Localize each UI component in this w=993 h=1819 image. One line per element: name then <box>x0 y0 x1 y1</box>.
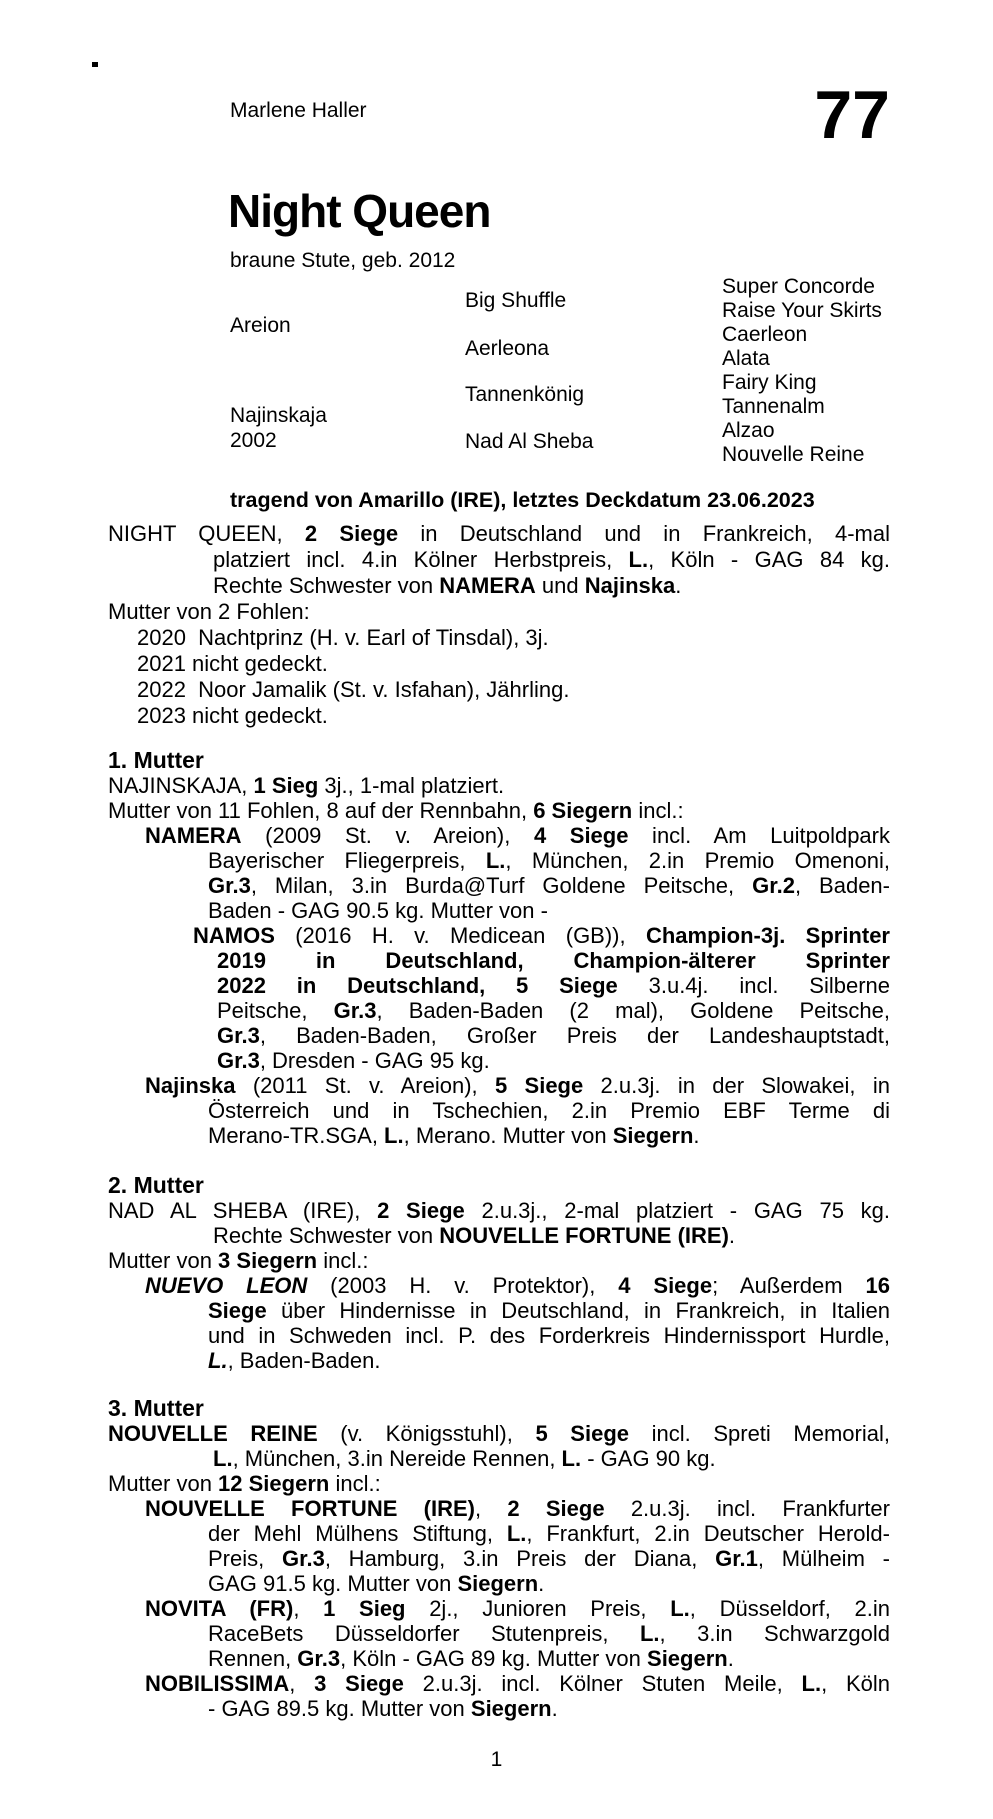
text-run: , München, 2.in Premio Omenoni, <box>505 848 890 873</box>
emphasis-run: NOUVELLE FORTUNE (IRE) <box>439 1223 729 1248</box>
text-run: Peitsche, <box>217 998 334 1023</box>
text-line <box>104 1471 890 1496</box>
covering-status-line: tragend von Amarillo (IRE), letztes Deckdatum 23.06.2023 <box>230 488 815 512</box>
scan-artifact <box>92 62 98 67</box>
text-run: NAD AL SHEBA (IRE), <box>108 1198 378 1223</box>
emphasis-run: Gr.3 <box>297 1646 341 1671</box>
emphasis-run: Siege <box>208 1298 267 1323</box>
text-line <box>104 1446 890 1471</box>
pedigree-dam <box>230 403 327 453</box>
text-run: 2021 nicht gedeckt. <box>137 651 328 676</box>
second-dam-section <box>104 1173 890 1373</box>
text-run: , Milan, 3.in Burda@Turf Goldene Peitsche, <box>250 873 753 898</box>
text-run: , Baden-Baden (2 mal), Goldene Peitsche, <box>376 998 890 1023</box>
emphasis-run: NOBILISSIMA <box>145 1671 290 1696</box>
text-line <box>104 573 890 599</box>
emphasis-run: L. <box>213 1446 233 1471</box>
text-run: und <box>535 573 585 598</box>
pedigree-gen3-entry: Nouvelle Reine <box>722 443 865 466</box>
text-run: Preis, <box>208 1546 282 1571</box>
emphasis-run: Gr.3 <box>217 1023 260 1048</box>
emphasis-run: NUEVO LEON <box>145 1273 308 1298</box>
horse-description: braune Stute, geb. 2012 <box>230 249 456 272</box>
emphasis-run: Gr.2 <box>752 873 795 898</box>
text-run: Mutter von <box>108 1471 219 1496</box>
text-line <box>104 1273 890 1298</box>
emphasis-run: NAMERA <box>145 823 242 848</box>
text-line <box>104 898 890 923</box>
text-line <box>104 1621 890 1646</box>
text-run: , Dresden - GAG 95 kg. <box>259 1048 490 1073</box>
text-run: , München, 3.in Nereide Rennen, <box>232 1446 562 1471</box>
emphasis-run: 4 Siege <box>618 1273 713 1298</box>
text-run: über Hindernisse in Deutschland, in Frankreich, in Italien <box>266 1298 890 1323</box>
text-line <box>104 651 890 677</box>
emphasis-run: 3. Mutter <box>108 1395 204 1421</box>
pedigree-gen3-entry: Alata <box>722 347 770 370</box>
text-run: , <box>293 1596 324 1621</box>
text-line <box>104 1123 890 1148</box>
text-run: . <box>551 1696 558 1721</box>
emphasis-run: L. <box>506 1521 527 1546</box>
text-run: , 3.in Schwarzgold <box>659 1621 890 1646</box>
text-run: (v. Königsstuhl), <box>317 1421 536 1446</box>
text-run: . <box>728 1223 736 1248</box>
text-run: , Düsseldorf, 2.in <box>689 1596 890 1621</box>
emphasis-run: NAMERA <box>439 573 536 598</box>
text-run: (2011 St. v. Areion), <box>235 1073 495 1098</box>
emphasis-run: 1 Sieg <box>253 773 319 798</box>
emphasis-run: L. <box>384 1123 404 1148</box>
text-line <box>104 1223 890 1248</box>
emphasis-run: 5 Siege <box>535 1421 629 1446</box>
text-line <box>104 973 890 998</box>
text-run: incl. Am Luitpoldpark <box>628 823 890 848</box>
emphasis-run: Gr.3 <box>333 998 377 1023</box>
emphasis-run: Najinska <box>584 573 676 598</box>
text-run: 2j., Junioren Preis, <box>405 1596 671 1621</box>
pedigree-gen2-entry: Big Shuffle <box>465 289 567 312</box>
text-line <box>104 521 890 547</box>
text-line <box>104 773 890 798</box>
text-line <box>104 823 890 848</box>
text-run: 2022 Noor Jamalik (St. v. Isfahan), Jährling. <box>137 677 570 702</box>
pedigree-gen3-entry: Raise Your Skirts <box>722 299 882 322</box>
emphasis-run: 4 Siege <box>533 823 629 848</box>
text-run: , Baden- <box>794 873 890 898</box>
emphasis-run: NOUVELLE REINE <box>108 1421 318 1446</box>
emphasis-run: L. <box>639 1621 660 1646</box>
text-line <box>104 923 890 948</box>
text-run: - GAG 89.5 kg. Mutter von <box>208 1696 471 1721</box>
text-run: incl. Spreti Memorial, <box>629 1421 890 1446</box>
text-run: Mutter von <box>108 1248 219 1273</box>
emphasis-run: Gr.1 <box>715 1546 758 1571</box>
emphasis-run: L. <box>208 1348 228 1373</box>
text-run: RaceBets Düsseldorfer Stutenpreis, <box>208 1621 640 1646</box>
text-line <box>104 1646 890 1671</box>
text-line <box>104 1073 890 1098</box>
pedigree-gen3-entry: Alzao <box>722 419 775 442</box>
text-line <box>104 848 890 873</box>
emphasis-run: NAMOS <box>193 923 275 948</box>
emphasis-run: 2 Siege <box>377 1198 465 1223</box>
emphasis-run: 16 <box>865 1273 890 1298</box>
emphasis-run: 2019 in Deutschland, Champion-älterer Sprinter <box>217 948 890 973</box>
pedigree-gen3-entry: Fairy King <box>722 371 817 394</box>
text-line <box>104 1596 890 1621</box>
text-run: , Hamburg, 3.in Preis der Diana, <box>324 1546 716 1571</box>
page-number-footer: 1 <box>490 1748 503 1771</box>
text-run: , Köln - GAG 84 kg. <box>648 547 890 572</box>
first-dam-section <box>104 748 890 1148</box>
text-line <box>104 1048 890 1073</box>
text-run: Mutter von 11 Fohlen, 8 auf der Rennbahn, <box>108 798 534 823</box>
text-run: (2016 H. v. Medicean (GB)), <box>274 923 646 948</box>
text-run: , Baden-Baden, Großer Preis der Landeshauptstadt, <box>259 1023 890 1048</box>
text-line <box>104 677 890 703</box>
text-run: ; Außerdem <box>712 1273 866 1298</box>
pedigree-gen3-entry: Tannenalm <box>722 395 825 418</box>
pedigree-dam-year: 2002 <box>230 429 277 452</box>
pedigree-gen3-column <box>722 275 882 467</box>
text-line <box>104 599 890 625</box>
text-run: NIGHT QUEEN, <box>108 521 305 546</box>
text-run: , Merano. Mutter von <box>403 1123 613 1148</box>
text-run: , Köln <box>821 1671 890 1696</box>
text-run: . <box>675 573 682 598</box>
text-line <box>104 998 890 1023</box>
text-run: Mutter von 2 Fohlen: <box>108 599 310 624</box>
section-heading <box>104 1396 890 1421</box>
text-line <box>104 547 890 573</box>
emphasis-run: 2 Siege <box>507 1496 605 1521</box>
text-run: 3.u.4j. incl. Silberne <box>617 973 890 998</box>
text-line <box>104 1198 890 1223</box>
emphasis-run: L. <box>485 848 506 873</box>
text-run: 3j., 1-mal platziert. <box>318 773 505 798</box>
emphasis-run: 1. Mutter <box>108 747 204 773</box>
text-line <box>104 798 890 823</box>
text-run: , <box>289 1671 315 1696</box>
text-run: 2023 nicht gedeckt. <box>137 703 328 728</box>
text-run: 2.u.3j., 2-mal platziert - GAG 75 kg. <box>464 1198 891 1223</box>
text-run: incl.: <box>632 798 684 823</box>
emphasis-run: 1 Sieg <box>323 1596 406 1621</box>
text-run: - GAG 90 kg. <box>581 1446 716 1471</box>
text-run: incl.: <box>317 1248 369 1273</box>
text-line <box>104 1671 890 1696</box>
text-line <box>104 1023 890 1048</box>
emphasis-run: Gr.3 <box>208 873 251 898</box>
text-line <box>104 1421 890 1446</box>
text-run: Bayerischer Fliegerpreis, <box>208 848 486 873</box>
text-line <box>104 1298 890 1323</box>
text-run: und in Schweden incl. P. des Forderkreis Hindernissport Hurdle, <box>208 1323 890 1348</box>
text-run: 2.u.3j. incl. Kölner Stuten Meile, <box>403 1671 802 1696</box>
text-run: Rechte Schwester von <box>213 1223 440 1248</box>
text-run: , Frankfurt, 2.in Deutscher Herold- <box>526 1521 890 1546</box>
text-line <box>104 1248 890 1273</box>
text-line <box>104 1348 890 1373</box>
text-run: , Baden-Baden. <box>227 1348 381 1373</box>
pedigree-gen2-entry: Aerleona <box>465 337 550 360</box>
text-line <box>104 1496 890 1521</box>
text-run: GAG 91.5 kg. Mutter von <box>208 1571 458 1596</box>
emphasis-run: 6 Siegern <box>533 798 633 823</box>
lot-number: 77 <box>814 77 890 153</box>
text-run: Merano-TR.SGA, <box>208 1123 385 1148</box>
text-run: 2020 Nachtprinz (H. v. Earl of Tinsdal), 3j. <box>137 625 549 650</box>
text-run: 2.u.3j. in der Slowakei, in <box>583 1073 890 1098</box>
horse-name-title: Night Queen <box>228 185 491 237</box>
text-run: Rechte Schwester von <box>213 573 440 598</box>
emphasis-run: L. <box>628 547 649 572</box>
emphasis-run: Gr.3 <box>217 1048 260 1073</box>
text-run: der Mehl Mülhens Stiftung, <box>208 1521 507 1546</box>
text-line <box>104 1571 890 1596</box>
emphasis-run: L. <box>561 1446 582 1471</box>
emphasis-run: Champion-3j. Sprinter <box>645 923 890 948</box>
text-run: , Mülheim - <box>757 1546 890 1571</box>
text-run: (2009 St. v. Areion), <box>241 823 534 848</box>
text-run: platziert incl. 4.in Kölner Herbstpreis, <box>213 547 629 572</box>
text-line <box>104 1323 890 1348</box>
text-line <box>104 873 890 898</box>
emphasis-run: 2 Siege <box>304 521 399 546</box>
text-run: Österreich und in Tschechien, 2.in Premio EBF Terme di <box>208 1098 890 1123</box>
emphasis-run: Siegern <box>612 1123 694 1148</box>
pedigree-gen2-entry: Nad Al Sheba <box>465 430 594 453</box>
race-record-section <box>104 521 890 729</box>
pedigree-gen3-entry: Super Concorde <box>722 275 875 298</box>
section-heading <box>104 1173 890 1198</box>
text-line <box>104 1546 890 1571</box>
emphasis-run: 5 Siege <box>494 1073 584 1098</box>
text-run: incl.: <box>329 1471 381 1496</box>
emphasis-run: 2022 in Deutschland, 5 Siege <box>217 973 618 998</box>
emphasis-run: NOUVELLE FORTUNE (IRE) <box>145 1496 475 1521</box>
text-run: Rennen, <box>208 1646 298 1671</box>
text-run: (2003 H. v. Protektor), <box>307 1273 619 1298</box>
text-run: in Deutschland und in Frankreich, 4-mal <box>398 521 891 546</box>
emphasis-run: L. <box>670 1596 690 1621</box>
emphasis-run: Siegern <box>457 1571 539 1596</box>
emphasis-run: Gr.3 <box>282 1546 325 1571</box>
text-run: , <box>474 1496 508 1521</box>
pedigree-gen2-entry: Tannenkönig <box>465 383 585 406</box>
text-line <box>104 1696 890 1721</box>
text-run: , Köln - GAG 89 kg. Mutter von <box>340 1646 648 1671</box>
third-dam-section <box>104 1396 890 1721</box>
text-run: . <box>727 1646 734 1671</box>
consignor-name: Marlene Haller <box>230 99 367 122</box>
text-run: Baden - GAG 90.5 kg. Mutter von - <box>208 898 548 923</box>
pedigree-gen3-entry: Caerleon <box>722 323 808 346</box>
text-run: . <box>693 1123 700 1148</box>
emphasis-run: Siegern <box>470 1696 552 1721</box>
text-line <box>104 625 890 651</box>
emphasis-run: 3 Siege <box>314 1671 404 1696</box>
text-run: . <box>538 1571 545 1596</box>
text-line <box>104 948 890 973</box>
emphasis-run: NOVITA (FR) <box>145 1596 294 1621</box>
pedigree-sire: Areion <box>230 314 291 337</box>
emphasis-run: 3 Siegern <box>218 1248 318 1273</box>
text-line <box>104 1098 890 1123</box>
text-line <box>104 1521 890 1546</box>
section-heading <box>104 748 890 773</box>
emphasis-run: L. <box>801 1671 822 1696</box>
text-run: 2.u.3j. incl. Frankfurter <box>604 1496 890 1521</box>
emphasis-run: Siegern <box>647 1646 728 1671</box>
pedigree-dam-name: Najinskaja <box>230 404 327 427</box>
emphasis-run: Najinska <box>145 1073 236 1098</box>
emphasis-run: 2. Mutter <box>108 1172 204 1198</box>
text-run: NAJINSKAJA, <box>108 773 254 798</box>
text-line <box>104 703 890 729</box>
emphasis-run: 12 Siegern <box>218 1471 330 1496</box>
